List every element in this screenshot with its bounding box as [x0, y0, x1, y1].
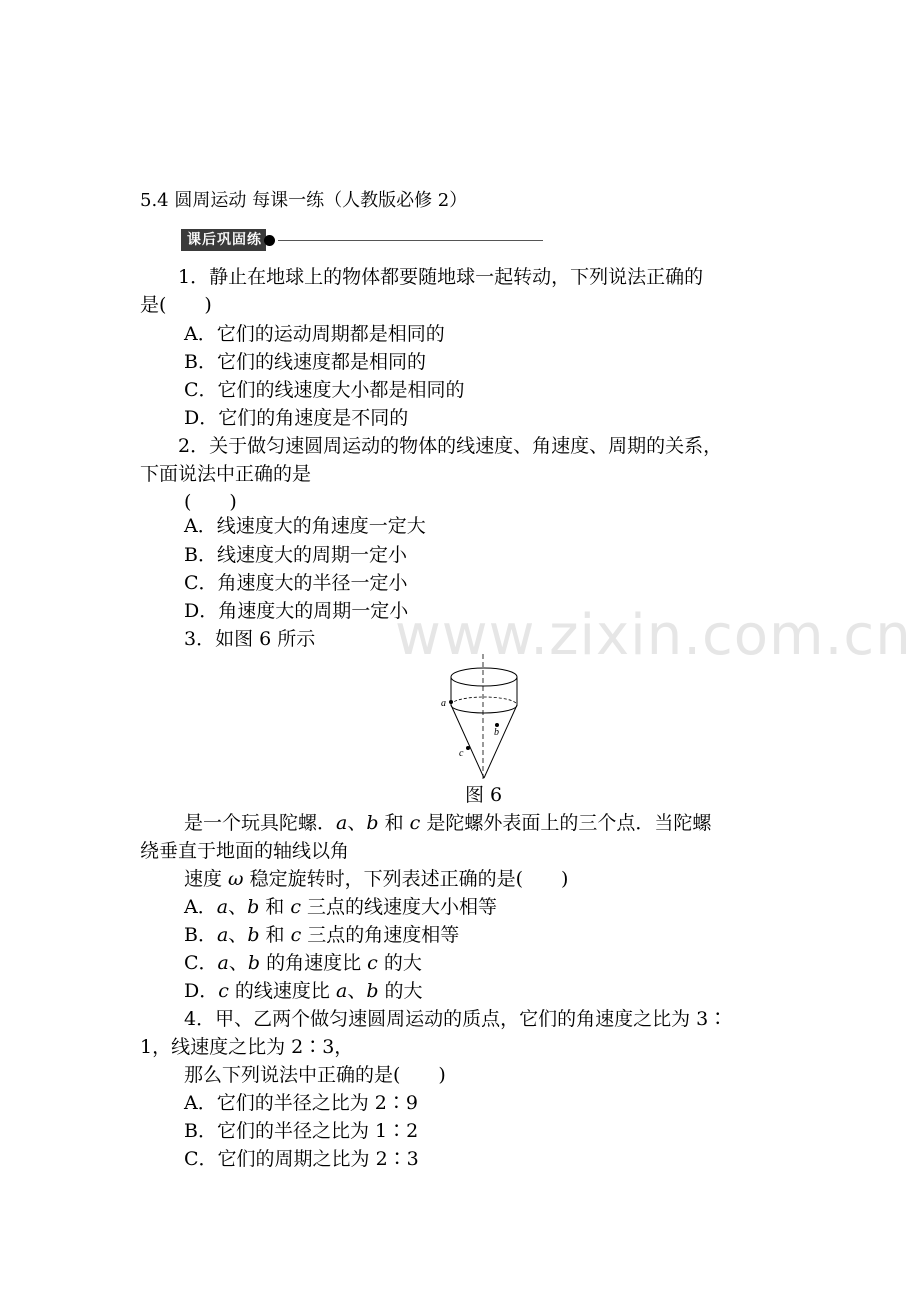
q2-option-d: D．角速度大的周期一定小: [184, 600, 409, 622]
point-c-label: c: [459, 748, 464, 759]
point-a-label: a: [441, 698, 446, 709]
bullet-dot-icon: [264, 235, 275, 246]
q3-option-d: D．c 的线速度比 a、b 的大: [184, 980, 423, 1002]
q4-stem-line1: 4．甲、乙两个做匀速圆周运动的质点，它们的角速度之比为 3∶: [184, 1008, 728, 1030]
point-b-label: b: [494, 727, 499, 738]
q1-option-a: A．它们的运动周期都是相同的: [184, 323, 445, 345]
watermark: www.zixin.com.cn: [395, 603, 912, 668]
section-label: 课后巩固练: [181, 229, 266, 251]
q3-stem-line4: 速度 ω 稳定旋转时，下列表述正确的是( ): [184, 868, 569, 890]
q3-option-b: B．a、b 和 c 三点的角速度相等: [184, 924, 460, 946]
q2-stem-line2: 下面说法中正确的是: [140, 463, 312, 485]
section-divider: [278, 240, 543, 241]
q2-option-a: A．线速度大的角速度一定大: [184, 515, 426, 537]
q1-option-c: C．它们的线速度大小都是相同的: [184, 379, 465, 401]
point-c-marker: [466, 746, 470, 750]
q3-stem-line3: 绕垂直于地面的轴线以角: [140, 840, 350, 862]
q3-stem-line1: 3．如图 6 所示: [184, 628, 316, 650]
q4-option-a: A．它们的半径之比为 2∶9: [184, 1092, 418, 1114]
q4-option-b: B．它们的半径之比为 1∶2: [184, 1120, 419, 1142]
spinning-top-figure: [436, 652, 532, 784]
q3-option-a: A．a、b 和 c 三点的线速度大小相等: [184, 896, 498, 918]
q2-stem-line1: 2．关于做匀速圆周运动的物体的线速度、角速度、周期的关系，: [178, 435, 723, 457]
q4-stem-line3: 那么下列说法中正确的是( ): [184, 1064, 446, 1086]
q3-option-c: C．a、b 的角速度比 c 的大: [184, 952, 422, 974]
q1-option-d: D．它们的角速度是不同的: [184, 407, 409, 429]
q4-stem-line2: 1，线速度之比为 2∶3，: [140, 1036, 354, 1058]
document-title: 5.4 圆周运动 每课一练（人教版必修 2）: [140, 190, 468, 211]
section-banner: [181, 228, 543, 252]
figure-caption: 图 6: [465, 784, 503, 806]
q4-option-c: C．它们的周期之比为 2∶3: [184, 1148, 419, 1170]
q1-option-b: B．它们的线速度都是相同的: [184, 351, 426, 373]
q1-stem-line1: 1．静止在地球上的物体都要随地球一起转动，下列说法正确的: [178, 266, 704, 288]
q2-option-c: C．角速度大的半径一定小: [184, 572, 408, 594]
point-a-marker: [449, 700, 453, 704]
q1-stem-line2: 是( ): [140, 294, 212, 316]
q2-stem-line3: ( ): [184, 491, 237, 513]
q2-option-b: B．线速度大的周期一定小: [184, 544, 407, 566]
q3-stem-line2: 是一个玩具陀螺．a、b 和 c 是陀螺外表面上的三个点．当陀螺: [184, 812, 712, 834]
